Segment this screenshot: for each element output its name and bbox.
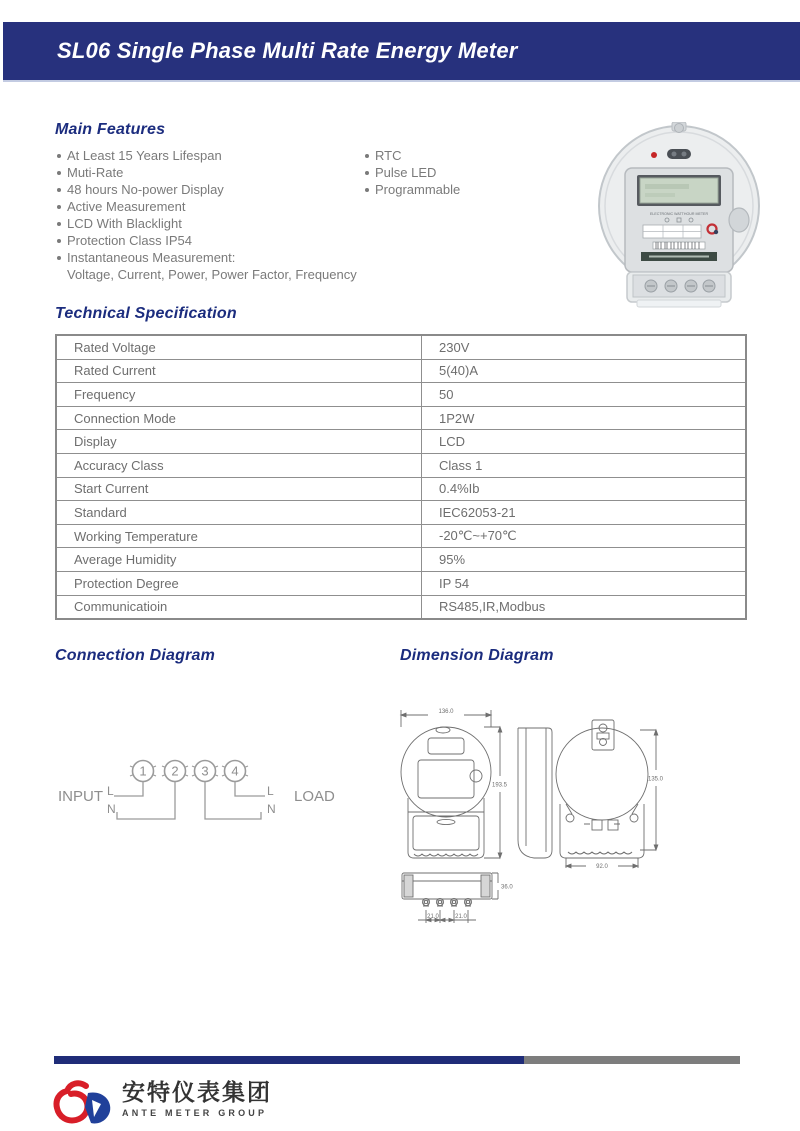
spec-value: IEC62053-21 (422, 501, 747, 525)
feature-item: Muti-Rate (57, 164, 357, 181)
table-row (56, 548, 746, 572)
table-row (56, 359, 746, 383)
page-title: SL06 Single Phase Multi Rate Energy Meter (57, 38, 518, 63)
table-row (56, 571, 746, 595)
spec-label: Frequency (56, 383, 422, 407)
table-row (56, 383, 746, 407)
connection-diagram (55, 744, 335, 844)
feature-item: 48 hours No-power Display (57, 181, 357, 198)
load-label: LOAD (294, 788, 335, 805)
load-l-label: L (267, 784, 274, 798)
spec-label: Communicatioin (56, 595, 422, 619)
spec-label: Connection Mode (56, 406, 422, 430)
spec-label: Start Current (56, 477, 422, 501)
dim-bottom-depth: 36.0 (501, 884, 513, 891)
spec-value: -20℃~+70℃ (422, 524, 747, 548)
spec-label: Average Humidity (56, 548, 422, 572)
spec-label: Rated Voltage (56, 335, 422, 359)
table-row (56, 524, 746, 548)
spec-value: 50 (422, 383, 747, 407)
input-label: INPUT (58, 788, 103, 805)
footer-rule-blue (54, 1056, 524, 1064)
meter-label-text: ELECTRONIC WATTHOUR METER (649, 212, 709, 216)
energy-meter-photo (597, 122, 763, 308)
dim-terminal-spacing: 21.0 (455, 914, 467, 920)
back-view-head (556, 728, 648, 820)
logo-chinese-name: 安特仪表集团 (122, 1080, 272, 1106)
spec-value: 1P2W (422, 406, 747, 430)
input-n-label: N (107, 802, 116, 816)
table-row (56, 406, 746, 430)
main-features-list-left (57, 147, 357, 283)
spec-label: Protection Degree (56, 571, 422, 595)
spec-value: 5(40)A (422, 359, 747, 383)
spec-label: Accuracy Class (56, 453, 422, 477)
spec-label: Standard (56, 501, 422, 525)
header-banner (3, 22, 800, 82)
feature-item: At Least 15 Years Lifespan (57, 147, 357, 164)
terminal-number: 1 (139, 763, 147, 779)
meter-buttons (667, 149, 691, 159)
main-features-list-right (365, 147, 460, 198)
table-row (56, 501, 746, 525)
dim-front-width: 136.0 (438, 709, 454, 715)
spec-value: 0.4%Ib (422, 477, 747, 501)
table-row (56, 453, 746, 477)
bottom-view-body (402, 873, 492, 899)
dim-back-base-width: 92.0 (596, 864, 608, 870)
feature-item-continuation: Voltage, Current, Power, Power Factor, Frequency (67, 267, 357, 282)
footer-rule-gray (524, 1056, 740, 1064)
spec-label: Display (56, 430, 422, 454)
dimension-diagram (388, 700, 678, 945)
pulse-led (651, 152, 657, 158)
feature-item: RTC (365, 147, 460, 164)
logo-english-name: ANTE METER GROUP (122, 1108, 268, 1118)
spec-value: 95% (422, 548, 747, 572)
spec-value: RS485,IR,Modbus (422, 595, 747, 619)
company-logo (52, 1080, 272, 1126)
top-seal-screw (675, 124, 684, 133)
feature-item: Protection Class IP54 (57, 232, 357, 249)
terminal-number: 2 (171, 763, 179, 779)
feature-item: LCD With Blacklight (57, 215, 357, 232)
spec-value: Class 1 (422, 453, 747, 477)
table-row (56, 477, 746, 501)
table-row (56, 430, 746, 454)
feature-item: Active Measurement (57, 198, 357, 215)
table-row (56, 595, 746, 619)
feature-item: Pulse LED (365, 164, 460, 181)
load-n-label: N (267, 802, 276, 816)
terminal-number: 3 (201, 763, 209, 779)
dim-terminal-spacing: 21.0 (427, 914, 439, 920)
lcd-display (640, 178, 718, 203)
terminal-number: 4 (231, 763, 239, 779)
spec-label: Working Temperature (56, 524, 422, 548)
front-view-head (401, 727, 491, 817)
dim-front-height: 193.5 (492, 782, 508, 789)
dim-back-height: 135.0 (648, 776, 664, 783)
ante-logo-icon (52, 1080, 116, 1126)
feature-item: Instantaneous Measurement: (57, 249, 357, 266)
specification-table (55, 334, 747, 620)
input-l-label: L (107, 784, 114, 798)
connection-diagram-heading: Connection Diagram (55, 647, 216, 664)
spec-value: 230V (422, 335, 747, 359)
spec-value: LCD (422, 430, 747, 454)
spec-label: Rated Current (56, 359, 422, 383)
main-features-heading: Main Features (55, 121, 166, 138)
footer-rule (54, 1056, 740, 1064)
feature-item: Programmable (365, 181, 460, 198)
dimension-diagram-heading: Dimension Diagram (400, 647, 554, 664)
spec-value: IP 54 (422, 571, 747, 595)
side-button (729, 208, 749, 232)
technical-specification-heading: Technical Specification (55, 305, 237, 322)
table-row (56, 335, 746, 359)
